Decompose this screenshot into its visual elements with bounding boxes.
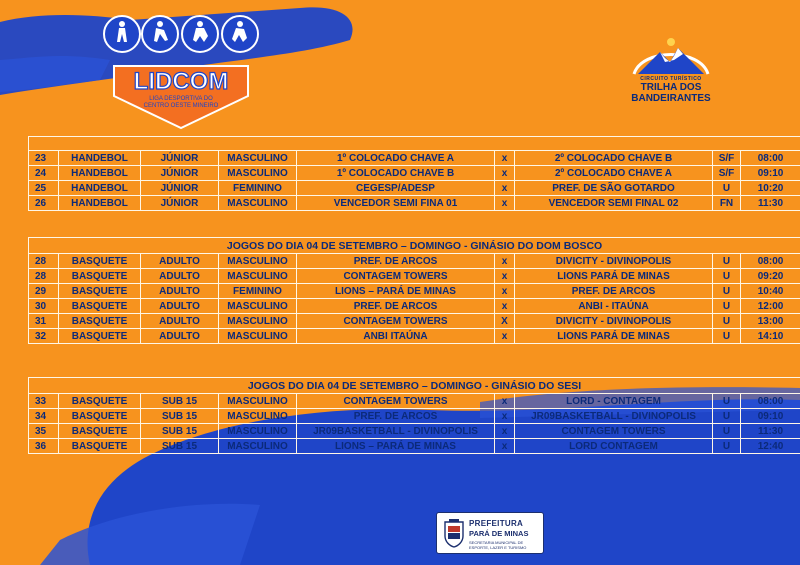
gender-cell: MASCULINO [219,424,297,439]
team-away-cell: DIVICITY - DIVINOPOLIS [515,254,713,269]
category-cell: ADULTO [141,254,219,269]
schedule-body-2 [29,378,800,454]
game-number-cell: 32 [29,329,59,344]
team-away-cell: CONTAGEM TOWERS [515,424,713,439]
game-number-cell: 33 [29,394,59,409]
lidcom-logo-tagline-1: LIGA DESPORTIVA DO [149,96,213,102]
section-title: JOGOS DO DIA 04 DE SETEMBRO – DOMINGO - GINÁSIO DO DOM BOSCO [29,238,800,254]
table-row [29,424,800,439]
time-cell: 14:10 [741,329,800,344]
time-cell: 12:00 [741,299,800,314]
phase-cell: U [713,254,741,269]
sport-cell: BASQUETE [59,254,141,269]
prefeitura-line3: SECRETARIA MUNICIPAL DE ESPORTE, LAZER E TURISMO [469,540,527,550]
team-home-cell: ANBI ITAÚNA [297,329,495,344]
table-row [29,151,800,166]
phase-cell: S/F [713,151,741,166]
sport-cell: HANDEBOL [59,166,141,181]
team-away-cell: PREF. DE ARCOS [515,284,713,299]
time-cell: 12:40 [741,439,800,454]
team-away-cell: LIONS PARÁ DE MINAS [515,269,713,284]
gender-cell: MASCULINO [219,314,297,329]
schedule-table-sesi [28,377,800,454]
phase-cell: U [713,181,741,196]
team-away-cell: 2º COLOCADO CHAVE B [515,151,713,166]
gender-cell: MASCULINO [219,151,297,166]
table-row [29,196,800,211]
game-number-cell: 30 [29,299,59,314]
game-number-cell: 28 [29,269,59,284]
gender-cell: MASCULINO [219,439,297,454]
game-number-cell: 34 [29,409,59,424]
category-cell: ADULTO [141,314,219,329]
versus-cell: x [495,254,515,269]
gender-cell: FEMININO [219,181,297,196]
table-row [29,269,800,284]
team-home-cell: 1º COLOCADO CHAVE B [297,166,495,181]
category-cell: JÚNIOR [141,151,219,166]
sport-cell: HANDEBOL [59,151,141,166]
sport-cell: BASQUETE [59,439,141,454]
phase-cell: S/F [713,166,741,181]
game-number-cell: 29 [29,284,59,299]
lidcom-logo-tagline-2: CENTRO OESTE MINEIRO [143,103,219,109]
team-home-cell: CONTAGEM TOWERS [297,314,495,329]
game-number-cell: 35 [29,424,59,439]
time-cell: 08:00 [741,394,800,409]
team-away-cell: ANBI - ITAÚNA [515,299,713,314]
table-row [29,299,800,314]
sport-cell: BASQUETE [59,284,141,299]
category-cell: ADULTO [141,269,219,284]
phase-cell: U [713,329,741,344]
prefeitura-logo [436,512,544,554]
gender-cell: FEMININO [219,284,297,299]
versus-cell: x [495,196,515,211]
phase-cell: U [713,394,741,409]
time-cell: 08:00 [741,254,800,269]
phase-cell: U [713,299,741,314]
table-row [29,254,800,269]
sport-cell: BASQUETE [59,269,141,284]
section-title: JOGOS DO DIA 04 DE SETEMBRO – DOMINGO - GINÁSIO DO SESI [29,378,800,394]
versus-cell: x [495,166,515,181]
versus-cell: X [495,314,515,329]
trilha-logo-line1: TRILHA DOS [640,82,702,93]
table-row [29,284,800,299]
versus-cell: x [495,439,515,454]
category-cell: SUB 15 [141,409,219,424]
sport-cell: BASQUETE [59,409,141,424]
table-row [29,166,800,181]
gender-cell: MASCULINO [219,254,297,269]
prefeitura-line2: PARÁ DE MINAS [469,529,529,538]
game-number-cell: 36 [29,439,59,454]
section-title-row [29,378,800,394]
team-home-cell: CONTAGEM TOWERS [297,394,495,409]
time-cell: 09:10 [741,409,800,424]
table-row [29,439,800,454]
team-home-cell: LIONS – PARÁ DE MINAS [297,284,495,299]
versus-cell: x [495,329,515,344]
team-home-cell: JR09BASKETBALL - DIVINOPOLIS [297,424,495,439]
team-away-cell: LORD - CONTAGEM [515,394,713,409]
team-away-cell: 2º COLOCADO CHAVE A [515,166,713,181]
lidcom-logo [100,6,262,130]
team-home-cell: VENCEDOR SEMI FINA 01 [297,196,495,211]
phase-cell: FN [713,196,741,211]
trilha-logo-text [612,76,730,104]
team-home-cell: PREF. DE ARCOS [297,254,495,269]
sport-cell: HANDEBOL [59,181,141,196]
game-number-cell: 25 [29,181,59,196]
schedule-table-dom-bosco [28,237,800,344]
phase-cell: U [713,424,741,439]
section-title [29,137,800,151]
city-crest-icon [443,518,465,548]
team-away-cell: PREF. DE SÃO GOTARDO [515,181,713,196]
category-cell: ADULTO [141,329,219,344]
time-cell: 10:20 [741,181,800,196]
schedule-body-1 [29,238,800,344]
gender-cell: MASCULINO [219,299,297,314]
game-number-cell: 31 [29,314,59,329]
team-away-cell: LIONS PARÁ DE MINAS [515,329,713,344]
prefeitura-line1: PREFEITURA [469,519,524,528]
sport-cell: BASQUETE [59,299,141,314]
team-away-cell: LORD CONTAGEM [515,439,713,454]
schedule-body-0 [29,137,800,211]
game-number-cell: 24 [29,166,59,181]
phase-cell: U [713,314,741,329]
time-cell: 11:30 [741,196,800,211]
phase-cell: U [713,409,741,424]
category-cell: ADULTO [141,284,219,299]
table-row [29,409,800,424]
sport-cell: BASQUETE [59,394,141,409]
versus-cell: x [495,151,515,166]
gender-cell: MASCULINO [219,394,297,409]
category-cell: SUB 15 [141,424,219,439]
versus-cell: x [495,394,515,409]
gender-cell: MASCULINO [219,329,297,344]
time-cell: 10:40 [741,284,800,299]
category-cell: JÚNIOR [141,181,219,196]
sport-cell: BASQUETE [59,314,141,329]
lidcom-logo-wordmark: LIDCOM [133,68,229,95]
game-number-cell: 26 [29,196,59,211]
team-home-cell: PREF. DE ARCOS [297,299,495,314]
time-cell: 09:10 [741,166,800,181]
versus-cell: x [495,299,515,314]
versus-cell: x [495,284,515,299]
time-cell: 13:00 [741,314,800,329]
sport-cell: HANDEBOL [59,196,141,211]
team-home-cell: 1º COLOCADO CHAVE A [297,151,495,166]
team-away-cell: DIVICITY - DIVINOPOLIS [515,314,713,329]
phase-cell: U [713,269,741,284]
time-cell: 11:30 [741,424,800,439]
category-cell: SUB 15 [141,394,219,409]
team-away-cell: JR09BASKETBALL - DIVINOPOLIS [515,409,713,424]
trilha-logo-line2: BANDEIRANTES [631,93,711,104]
game-number-cell: 28 [29,254,59,269]
table-row [29,314,800,329]
gender-cell: MASCULINO [219,166,297,181]
section-title-row [29,238,800,254]
gender-cell: MASCULINO [219,196,297,211]
time-cell: 09:20 [741,269,800,284]
blank-row [29,137,800,151]
phase-cell: U [713,439,741,454]
versus-cell: x [495,424,515,439]
team-home-cell: LIONS – PARÁ DE MINAS [297,439,495,454]
phase-cell: U [713,284,741,299]
table-row [29,181,800,196]
trilha-logo-small: CIRCUITO TURÍSTICO [640,76,702,82]
team-home-cell: CONTAGEM TOWERS [297,269,495,284]
gender-cell: MASCULINO [219,269,297,284]
table-row [29,394,800,409]
category-cell: ADULTO [141,299,219,314]
category-cell: JÚNIOR [141,196,219,211]
table-row [29,329,800,344]
category-cell: SUB 15 [141,439,219,454]
gender-cell: MASCULINO [219,409,297,424]
game-number-cell: 23 [29,151,59,166]
time-cell: 08:00 [741,151,800,166]
team-away-cell: VENCEDOR SEMI FINAL 02 [515,196,713,211]
team-home-cell: CEGESP/ADESP [297,181,495,196]
team-home-cell: PREF. DE ARCOS [297,409,495,424]
category-cell: JÚNIOR [141,166,219,181]
schedule-table-handebol [28,136,800,211]
sport-cell: BASQUETE [59,424,141,439]
sport-cell: BASQUETE [59,329,141,344]
versus-cell: x [495,269,515,284]
versus-cell: x [495,409,515,424]
versus-cell: x [495,181,515,196]
